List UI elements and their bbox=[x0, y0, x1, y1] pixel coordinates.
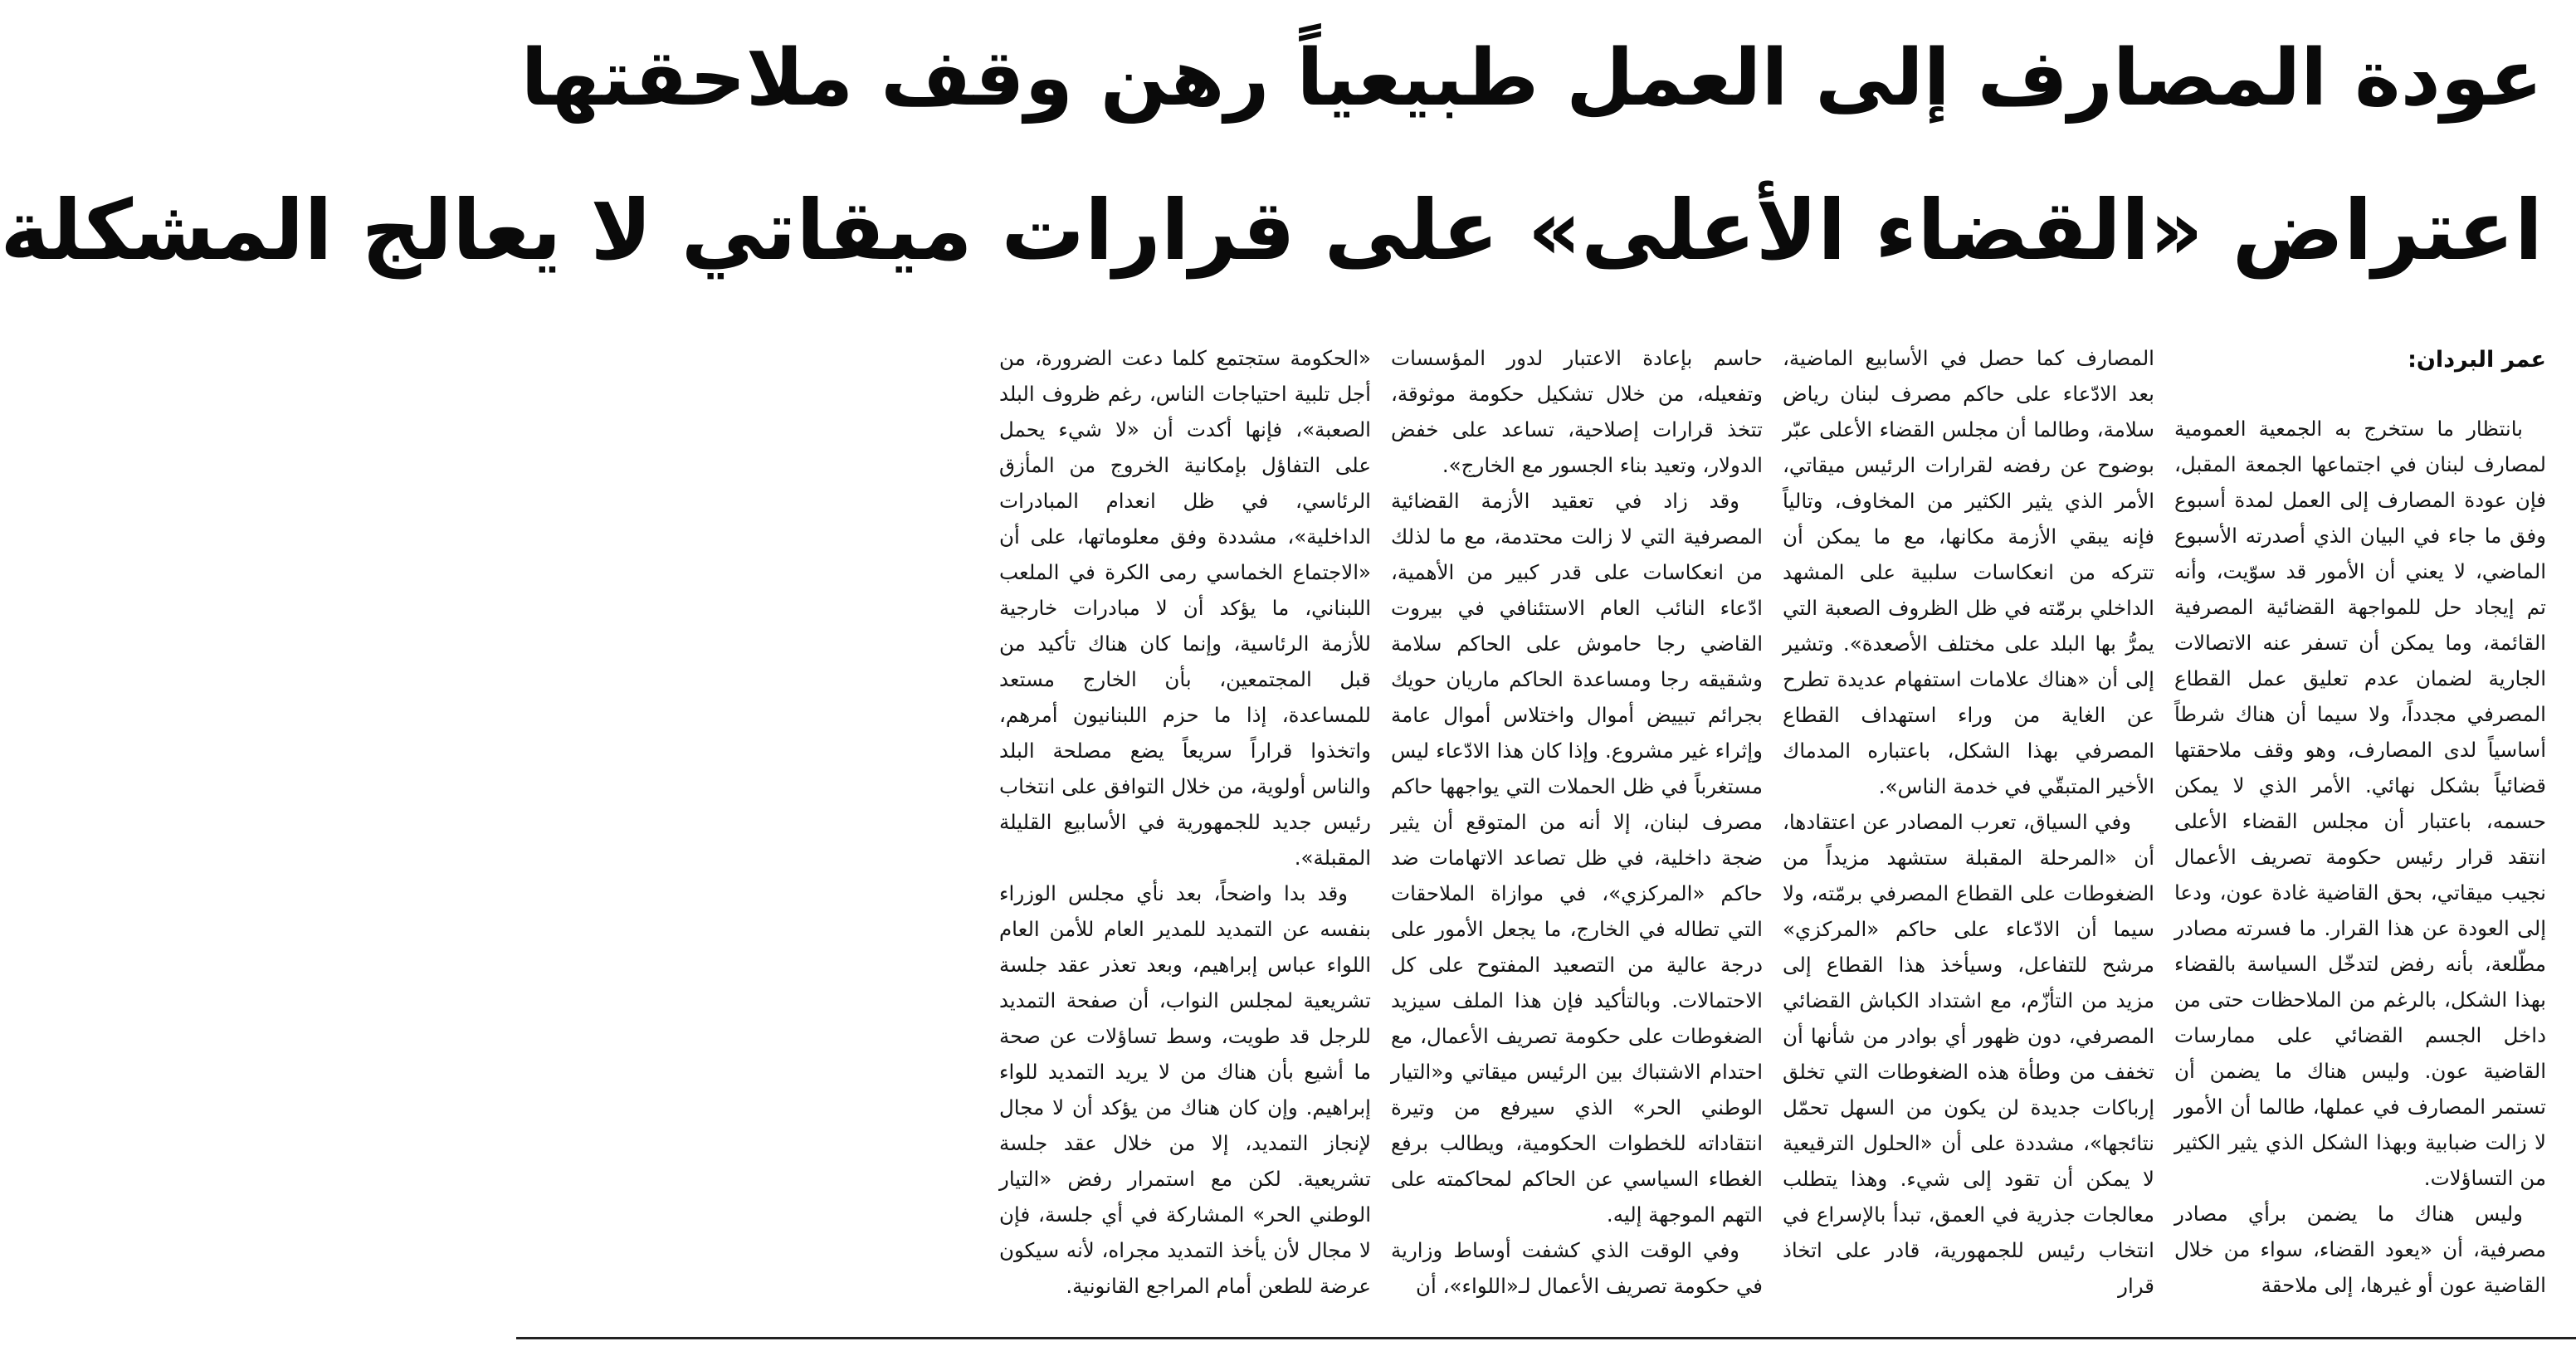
column-3-paragraph-2: وقد زاد في تعقيد الأزمة القضائية المصرفية التي لا زالت محتدمة، مع ما لذلك من انعكاسات على قدر كبير من الأهمية، ادّعاء النائب العام الاستئنافي في بيروت القاضي رجا حاموش على الحاكم سلامة وشقيقه رجا ومساعدة الحاكم ماريان حويك بجرائم تبييض أموال واختلاس أموال عامة وإثراء غير مشروع. وإذا كان هذا الادّعاء ليس مستغرباً في ظل الحملات التي يواجهها حاكم مصرف لبنان، إلا أنه من المتوقع أن يثير ضجة داخلية، في ظل تصاعد الاتهامات ضد حاكم «المركزي»، في موازاة الملاحقات التي تطاله في الخارج، ما يجعل الأمور على درجة عالية من التصعيد المفتوح على كل الاحتمالات. وبالتأكيد فإن هذا الملف سيزيد الضغوطات على حكومة تصريف الأعمال، مع احتدام الاشتباك بين الرئيس ميقاتي و«التيار الوطني الحر» الذي سيرفع من وتيرة انتقاداته للخطوات الحكومية، ويطالب برفع الغطاء السياسي عن الحاكم لمحاكمته على التهم الموجهة إليه. bbox=[1391, 489, 1763, 1227]
column-2-paragraph-1: المصارف كما حصل في الأسابيع الماضية، بعد الادّعاء على حاكم مصرف لبنان رياض سلامة، وطالما أن مجلس القضاء الأعلى عبّر بوضوح عن رفضه لقرارات الرئيس ميقاتي، الأمر الذي يثير الكثير من المخاوف، وتالياً فإنه يبقي الأزمة مكانها، مع ما يمكن أن تتركه من انعكاسات سلبية على المشهد الداخلي برمّته في ظل الظروف الصعبة التي يمرُّ بها البلد على مختلف الأصعدة». وتشير إلى أن «هناك علامات استفهام عديدة تطرح عن الغاية من وراء استهداف القطاع المصرفي بهذا الشكل، باعتباره المدماك الأخير المتبقّي في خدمة الناس». bbox=[1783, 346, 2154, 798]
article-columns bbox=[543, 340, 2556, 1328]
column-4-paragraph-1: «الحكومة ستجتمع كلما دعت الضرورة، من أجل تلبية احتياجات الناس، رغم ظروف البلد الصعبة»، فإنها أكدت أن «لا شيء يحمل على التفاؤل بإمكانية الخروج من المأزق الرئاسي، في ظل انعدام المبادرات الداخلية»، مشددة وفق معلوماتها، على أن «الاجتماع الخماسي رمى الكرة في الملعب اللبناني، ما يؤكد أن لا مبادرات خارجية للأزمة الرئاسية، وإنما كان هناك تأكيد من قبل المجتمعين، بأن الخارج مستعد للمساعدة، إذا ما حزم اللبنانيون أمرهم، واتخذوا قراراً سريعاً يضع مصلحة البلد والناس أولوية، من خلال التوافق على انتخاب رئيس جديد للجمهورية في الأسابيع القليلة المقبلة». bbox=[999, 346, 1371, 870]
bottom-rule bbox=[516, 1337, 2576, 1339]
article-column-2 bbox=[1773, 340, 2164, 1328]
article-column-3 bbox=[1381, 340, 1773, 1328]
article-column-1 bbox=[2164, 340, 2556, 1328]
headline-line-2: اعتراض «القضاء الأعلى» على قرارات ميقاتي لا يعالج المشكلة bbox=[0, 182, 2543, 279]
column-1-paragraph-2: وليس هناك ما يضمن برأي مصادر مصرفية، أن «يعود القضاء، سواء من خلال القاضية عون أو غيرها، إلى ملاحقة bbox=[2174, 1202, 2546, 1297]
headline-line-1: عودة المصارف إلى العمل طبيعياً رهن وقف ملاحقتها bbox=[520, 33, 2543, 124]
column-3-paragraph-1: حاسم بإعادة الاعتبار لدور المؤسسات وتفعيله، من خلال تشكيل حكومة موثوقة، تتخذ قرارات إصلاحية، تساعد على خفض الدولار، وتعيد بناء الجسور مع الخارج». bbox=[1391, 346, 1763, 477]
author-byline: عمر البردان: bbox=[2408, 347, 2546, 373]
column-2-paragraph-2: وفي السياق، تعرب المصادر عن اعتقادها، أن «المرحلة المقبلة ستشهد مزيداً من الضغوطات على القطاع المصرفي برمّته، ولا سيما أن الادّعاء على حاكم «المركزي» مرشح للتفاعل، وسيأخذ هذا القطاع إلى مزيد من التأزّم، مع اشتداد الكباش القضائي المصرفي، دون ظهور أي بوادر من شأنها أن تخفف من وطأة هذه الضغوطات التي تخلق إرباكات جديدة لن يكون من السهل تحمّل نتائجها»، مشددة على أن «الحلول الترقيعية لا يمكن أن تقود إلى شيء. وهذا يتطلب معالجات جذرية في العمق، تبدأ بالإسراع في انتخاب رئيس للجمهورية، قادر على اتخاذ قرار bbox=[1783, 810, 2154, 1298]
column-4-paragraph-2: وقد بدا واضحاً، بعد نأي مجلس الوزراء بنفسه عن التمديد للمدير العام للأمن العام اللواء عباس إبراهيم، وبعد تعذر عقد جلسة تشريعية لمجلس النواب، أن صفحة التمديد للرجل قد طويت، وسط تساؤلات عن صحة ما أشيع بأن هناك من لا يريد التمديد للواء إبراهيم. وإن كان هناك من يؤكد أن لا مجال لإنجاز التمديد، إلا من خلال عقد جلسة تشريعية. لكن مع استمرار رفض «التيار الوطني الحر» المشاركة في أي جلسة، فإن لا مجال لأن يأخذ التمديد مجراه، لأنه سيكون عرضة للطعن أمام المراجع القانونية. bbox=[999, 881, 1371, 1298]
column-1-paragraph-1: بانتظار ما ستخرج به الجمعية العمومية لمصارف لبنان في اجتماعها الجمعة المقبل، فإن عودة المصارف إلى العمل لمدة أسبوع وفق ما جاء في البيان الذي أصدرته الأسبوع الماضي، لا يعني أن الأمور قد سوّيت، وأنه تم إيجاد حل للمواجهة القضائية المصرفية القائمة، وما يمكن أن تسفر عنه الاتصالات الجارية لضمان عدم تعليق عمل القطاع المصرفي مجدداً، ولا سيما أن هناك شرطاً أساسياً لدى المصارف، وهو وقف ملاحقتها قضائياً بشكل نهائي. الأمر الذي لا يمكن حسمه، باعتبار أن مجلس القضاء الأعلى انتقد قرار رئيس حكومة تصريف الأعمال نجيب ميقاتي، بحق القاضية غادة عون، ودعا إلى العودة عن هذا القرار. ما فسرته مصادر مطّلعة، بأنه رفض لتدخّل السياسة بالقضاء بهذا الشكل، بالرغم من الملاحظات حتى من داخل الجسم القضائي على ممارسات القاضية عون. وليس هناك ما يضمن أن تستمر المصارف في عملها، طالما أن الأمور لا زالت ضبابية وبهذا الشكل الذي يثير الكثير من التساؤلات. bbox=[2174, 417, 2546, 1190]
article-column-4 bbox=[989, 340, 1381, 1328]
column-3-paragraph-3: وفي الوقت الذي كشفت أوساط وزارية في حكومة تصريف الأعمال لـ«اللواء»، أن bbox=[1391, 1238, 1763, 1298]
